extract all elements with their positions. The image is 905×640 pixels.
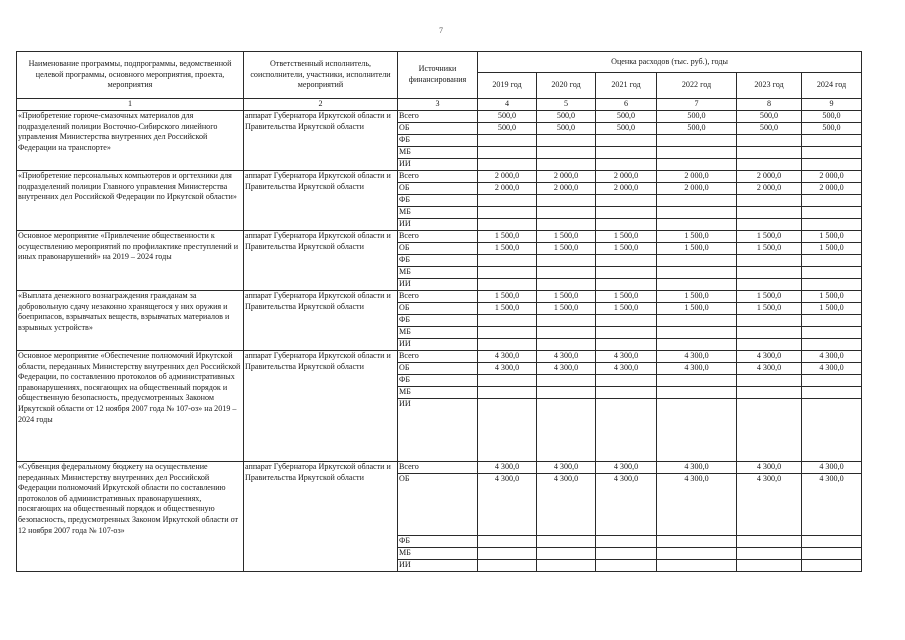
year-value (737, 159, 802, 171)
funding-source: МБ (398, 387, 478, 399)
year-value: 2 000,0 (737, 171, 802, 183)
year-value (657, 399, 737, 462)
year-value (802, 536, 862, 548)
year-value (737, 279, 802, 291)
year-value: 4 300,0 (802, 474, 862, 536)
year-value (657, 219, 737, 231)
funding-source: ИИ (398, 339, 478, 351)
year-value (596, 207, 657, 219)
year-value (657, 147, 737, 159)
measure-name: «Приобретение горюче-смазочных материалов для подразделений полиции Восточно-Сибирского линейного управления Министерства внутренних дел Российской Федерации на транспорте» (17, 111, 244, 171)
executor: аппарат Губернатора Иркутской области и Правительства Иркутской области (244, 462, 398, 572)
year-value (537, 135, 596, 147)
year-value (737, 399, 802, 462)
year-value: 1 500,0 (537, 243, 596, 255)
year-value (478, 536, 537, 548)
year-value (737, 207, 802, 219)
funding-source: МБ (398, 147, 478, 159)
measure-name: «Субвенция федеральному бюджету на осуществление переданных Министерству внутренних дел Российской Федерации полномочий Иркутской области по составлению протоколов об административных правонарушениях, посягающих на общественный порядок и общественную безопасность, предусмотренных Законом Иркутской области от 12 ноября 2007 года № 107-оз» (17, 462, 244, 572)
year-value (657, 536, 737, 548)
year-value: 4 300,0 (537, 462, 596, 474)
year-value (802, 207, 862, 219)
year-value (478, 219, 537, 231)
year-value (596, 387, 657, 399)
year-value: 500,0 (657, 111, 737, 123)
year-value (657, 375, 737, 387)
year-value (737, 267, 802, 279)
year-value (537, 399, 596, 462)
year-value: 4 300,0 (737, 351, 802, 363)
year-value (802, 387, 862, 399)
table-row (17, 291, 862, 303)
year-value: 4 300,0 (478, 363, 537, 375)
year-value: 1 500,0 (596, 231, 657, 243)
col-number: 2 (244, 99, 398, 111)
year-value (802, 279, 862, 291)
year-value: 4 300,0 (596, 474, 657, 536)
page-number: 7 (439, 26, 443, 35)
executor: аппарат Губернатора Иркутской области и Правительства Иркутской области (244, 231, 398, 291)
year-value (478, 548, 537, 560)
year-value (802, 219, 862, 231)
year-value (596, 219, 657, 231)
year-value: 4 300,0 (657, 363, 737, 375)
year-value (657, 279, 737, 291)
funding-source: ФБ (398, 375, 478, 387)
funding-source: ФБ (398, 255, 478, 267)
year-value (478, 399, 537, 462)
year-value (478, 255, 537, 267)
column-number-row (17, 99, 862, 111)
year-value (478, 560, 537, 572)
year-value (596, 536, 657, 548)
year-value: 2 000,0 (596, 183, 657, 195)
year-value (537, 219, 596, 231)
funding-source: ФБ (398, 536, 478, 548)
year-value (737, 560, 802, 572)
col-number: 4 (478, 99, 537, 111)
year-value: 4 300,0 (537, 363, 596, 375)
header-year: 2020 год (537, 73, 596, 99)
year-value: 1 500,0 (657, 303, 737, 315)
year-value (596, 548, 657, 560)
year-value: 1 500,0 (802, 243, 862, 255)
year-value: 4 300,0 (537, 351, 596, 363)
col-number: 9 (802, 99, 862, 111)
year-value (596, 159, 657, 171)
funding-source: ИИ (398, 159, 478, 171)
funding-source: ИИ (398, 279, 478, 291)
year-value: 1 500,0 (596, 291, 657, 303)
col-number: 1 (17, 99, 244, 111)
year-value: 4 300,0 (478, 462, 537, 474)
year-value: 4 300,0 (478, 474, 537, 536)
year-value: 2 000,0 (596, 171, 657, 183)
header-year: 2024 год (802, 73, 862, 99)
year-value (596, 135, 657, 147)
year-value (596, 255, 657, 267)
year-value (537, 327, 596, 339)
executor: аппарат Губернатора Иркутской области и Правительства Иркутской области (244, 111, 398, 171)
funding-source: ОБ (398, 303, 478, 315)
year-value: 1 500,0 (737, 291, 802, 303)
year-value (478, 159, 537, 171)
year-value (596, 375, 657, 387)
measure-name: Основное мероприятие «Привлечение общественности к осуществлению мероприятий по профилактике преступлений и иных правонарушений» на 2019 – 2024 годы (17, 231, 244, 291)
year-value (657, 195, 737, 207)
year-value (596, 399, 657, 462)
year-value: 2 000,0 (537, 183, 596, 195)
year-value: 1 500,0 (478, 243, 537, 255)
table-row (17, 351, 862, 363)
year-value (478, 207, 537, 219)
funding-source: ОБ (398, 183, 478, 195)
year-value (737, 536, 802, 548)
year-value (737, 387, 802, 399)
year-value (537, 560, 596, 572)
funding-source: МБ (398, 327, 478, 339)
year-value (596, 560, 657, 572)
year-value (737, 147, 802, 159)
header-year: 2021 год (596, 73, 657, 99)
year-value (657, 560, 737, 572)
year-value (657, 135, 737, 147)
year-value: 1 500,0 (802, 303, 862, 315)
year-value (596, 327, 657, 339)
year-value (596, 267, 657, 279)
year-value (802, 548, 862, 560)
year-value: 500,0 (596, 123, 657, 135)
funding-source: МБ (398, 548, 478, 560)
year-value: 500,0 (478, 111, 537, 123)
year-value (802, 255, 862, 267)
year-value (478, 339, 537, 351)
year-value: 4 300,0 (596, 363, 657, 375)
year-value (802, 315, 862, 327)
year-value (596, 147, 657, 159)
year-value (537, 315, 596, 327)
year-value (802, 147, 862, 159)
col-number: 7 (657, 99, 737, 111)
year-value: 500,0 (537, 111, 596, 123)
year-value (596, 195, 657, 207)
year-value: 4 300,0 (737, 462, 802, 474)
year-value: 1 500,0 (478, 231, 537, 243)
measure-name: Основное мероприятие «Обеспечение полномочий Иркутской области, переданных Министерству внутренних дел Российской Федерации, по составлению протоколов об административных правонарушениях, посягающих на общественный порядок и общественную безопасность, предусмотренных Законом Иркутской области от 12 ноября 2007 года № 107-оз» на 2019 – 2024 годы (17, 351, 244, 462)
funding-source: ИИ (398, 219, 478, 231)
year-value: 1 500,0 (737, 243, 802, 255)
year-value (737, 339, 802, 351)
col-number: 8 (737, 99, 802, 111)
year-value (657, 548, 737, 560)
year-value (537, 255, 596, 267)
year-value: 2 000,0 (802, 171, 862, 183)
year-value (537, 147, 596, 159)
table-row (17, 462, 862, 474)
year-value (802, 399, 862, 462)
year-value: 2 000,0 (478, 183, 537, 195)
funding-source: Всего (398, 351, 478, 363)
year-value (596, 279, 657, 291)
year-value: 4 300,0 (802, 351, 862, 363)
year-value: 1 500,0 (737, 231, 802, 243)
year-value: 2 000,0 (802, 183, 862, 195)
col-number: 6 (596, 99, 657, 111)
year-value (537, 536, 596, 548)
year-value (537, 195, 596, 207)
year-value (737, 375, 802, 387)
year-value (537, 159, 596, 171)
year-value (657, 255, 737, 267)
year-value (478, 147, 537, 159)
year-value: 4 300,0 (802, 462, 862, 474)
year-value: 4 300,0 (657, 462, 737, 474)
year-value: 500,0 (737, 123, 802, 135)
funding-source: Всего (398, 171, 478, 183)
header-program: Наименование программы, подпрограммы, ведомственной целевой программы, основного мероприятия, проекта, мероприятия (17, 52, 244, 99)
year-value: 500,0 (737, 111, 802, 123)
year-value: 500,0 (478, 123, 537, 135)
year-value (802, 339, 862, 351)
year-value: 4 300,0 (596, 462, 657, 474)
measure-name: «Выплата денежного вознаграждения гражданам за добровольную сдачу незаконно хранящегося у них оружия и боеприпасов, взрывчатых веществ, взрывчатых материалов и взрывных устройств» (17, 291, 244, 351)
year-value (657, 387, 737, 399)
year-value: 500,0 (537, 123, 596, 135)
year-value (737, 135, 802, 147)
year-value (657, 327, 737, 339)
year-value: 500,0 (657, 123, 737, 135)
year-value (657, 339, 737, 351)
year-value (802, 195, 862, 207)
year-value: 1 500,0 (478, 303, 537, 315)
funding-source: Всего (398, 111, 478, 123)
funding-source: Всего (398, 291, 478, 303)
year-value (737, 255, 802, 267)
year-value: 1 500,0 (537, 291, 596, 303)
header-executor: Ответственный исполнитель, соисполнители, участники, исполнители мероприятий (244, 52, 398, 99)
year-value (737, 327, 802, 339)
funding-source: МБ (398, 267, 478, 279)
table-row (17, 231, 862, 243)
year-value: 2 000,0 (478, 171, 537, 183)
year-value (657, 315, 737, 327)
funding-source: ИИ (398, 399, 478, 462)
year-value (596, 339, 657, 351)
year-value (478, 279, 537, 291)
col-number: 3 (398, 99, 478, 111)
table-row (17, 111, 862, 123)
year-value (537, 279, 596, 291)
header-estimate: Оценка расходов (тыс. руб.), годы (478, 52, 862, 73)
year-value (478, 387, 537, 399)
year-value: 1 500,0 (537, 231, 596, 243)
year-value (478, 327, 537, 339)
funding-source: Всего (398, 231, 478, 243)
year-value (802, 560, 862, 572)
year-value (737, 548, 802, 560)
year-value (657, 207, 737, 219)
year-value: 1 500,0 (802, 231, 862, 243)
funding-source: ФБ (398, 135, 478, 147)
funding-source: ФБ (398, 315, 478, 327)
year-value: 1 500,0 (737, 303, 802, 315)
funding-source: ФБ (398, 195, 478, 207)
year-value: 2 000,0 (537, 171, 596, 183)
funding-source: ИИ (398, 560, 478, 572)
year-value: 2 000,0 (657, 183, 737, 195)
funding-source: ОБ (398, 474, 478, 536)
year-value (802, 375, 862, 387)
year-value: 4 300,0 (737, 363, 802, 375)
header-year: 2022 год (657, 73, 737, 99)
year-value: 500,0 (802, 123, 862, 135)
year-value (478, 267, 537, 279)
year-value (596, 315, 657, 327)
year-value (478, 195, 537, 207)
year-value: 1 500,0 (596, 243, 657, 255)
year-value (737, 315, 802, 327)
year-value (537, 267, 596, 279)
header-year: 2019 год (478, 73, 537, 99)
year-value (737, 219, 802, 231)
funding-source: ОБ (398, 123, 478, 135)
year-value: 1 500,0 (596, 303, 657, 315)
financing-table (16, 51, 862, 572)
year-value: 1 500,0 (478, 291, 537, 303)
year-value: 1 500,0 (657, 291, 737, 303)
year-value: 4 300,0 (478, 351, 537, 363)
year-value: 1 500,0 (657, 243, 737, 255)
year-value (802, 267, 862, 279)
year-value (802, 135, 862, 147)
year-value: 1 500,0 (657, 231, 737, 243)
year-value: 4 300,0 (537, 474, 596, 536)
year-value (537, 548, 596, 560)
year-value: 2 000,0 (737, 183, 802, 195)
col-number: 5 (537, 99, 596, 111)
header-sources: Источники финансирования (398, 52, 478, 99)
year-value: 1 500,0 (802, 291, 862, 303)
year-value (737, 195, 802, 207)
year-value: 2 000,0 (657, 171, 737, 183)
funding-source: ОБ (398, 243, 478, 255)
header-year: 2023 год (737, 73, 802, 99)
year-value (478, 135, 537, 147)
year-value (537, 339, 596, 351)
executor: аппарат Губернатора Иркутской области и Правительства Иркутской области (244, 291, 398, 351)
year-value (537, 387, 596, 399)
year-value (537, 207, 596, 219)
table-row (17, 171, 862, 183)
year-value (802, 327, 862, 339)
year-value (657, 159, 737, 171)
executor: аппарат Губернатора Иркутской области и Правительства Иркутской области (244, 351, 398, 462)
year-value: 500,0 (802, 111, 862, 123)
year-value (537, 375, 596, 387)
year-value: 4 300,0 (802, 363, 862, 375)
executor: аппарат Губернатора Иркутской области и Правительства Иркутской области (244, 171, 398, 231)
measure-name: «Приобретение персональных компьютеров и оргтехники для подразделений полиции Главного управления Министерства внутренних дел Российской Федерации по Иркутской области» (17, 171, 244, 231)
year-value (802, 159, 862, 171)
year-value: 4 300,0 (657, 474, 737, 536)
funding-source: МБ (398, 207, 478, 219)
funding-source: Всего (398, 462, 478, 474)
year-value: 4 300,0 (737, 474, 802, 536)
year-value (478, 375, 537, 387)
funding-source: ОБ (398, 363, 478, 375)
year-value: 500,0 (596, 111, 657, 123)
year-value (657, 267, 737, 279)
year-value: 1 500,0 (537, 303, 596, 315)
year-value: 4 300,0 (596, 351, 657, 363)
table-body (17, 111, 862, 572)
year-value: 4 300,0 (657, 351, 737, 363)
year-value (478, 315, 537, 327)
